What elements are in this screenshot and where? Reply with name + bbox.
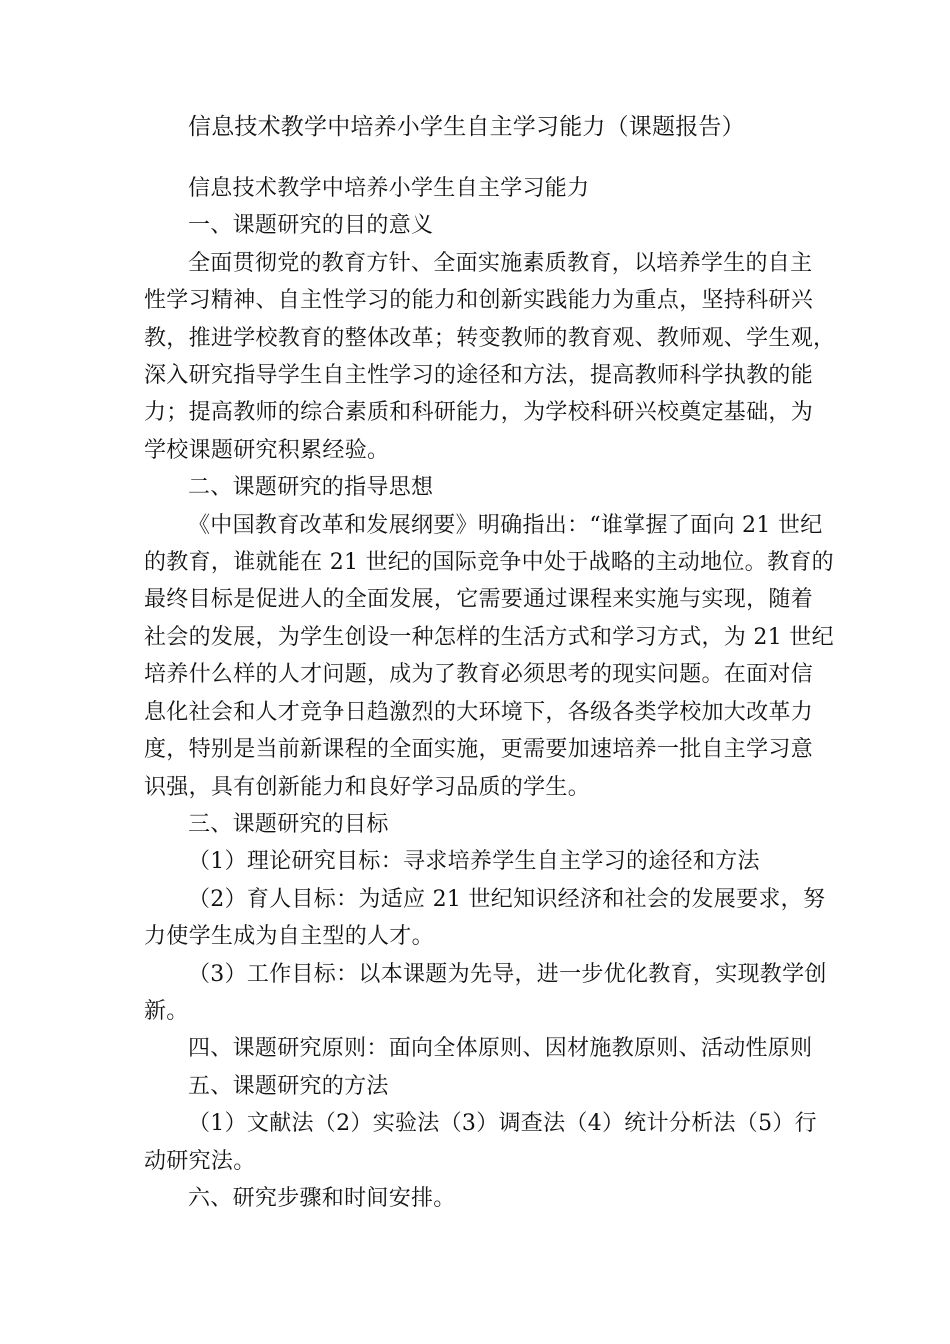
text-line: 四、课题研究原则：面向全体原则、因材施教原则、活动性原则 [188,1036,813,1062]
text-line: 社会的发展，为学生创设一种怎样的生活方式和学习方式，为 21 世纪 [144,624,834,650]
text-line: 六、研究步骤和时间安排。 [188,1185,456,1211]
text-line: 最终目标是促进人的全面发展，它需要通过课程来实施与实现，随着 [144,587,814,613]
text-line: （2）育人目标：为适应 21 世纪知识经济和社会的发展要求，努 [188,886,826,912]
text-line: （1）理论研究目标：寻求培养学生自主学习的途径和方法 [188,849,760,875]
text-line: 度，特别是当前新课程的全面实施，更需要加速培养一批自主学习意 [144,737,814,763]
text-line: 性学习精神、自主性学习的能力和创新实践能力为重点，坚持科研兴 [144,288,814,314]
text-line: 力使学生成为自主型的人才。 [144,924,434,950]
document-body [144,170,836,1217]
text-line: 新。 [144,998,189,1024]
text-line: 五、课题研究的方法 [188,1073,389,1099]
text-line: 息化社会和人才竞争日趋激烈的大环境下，各级各类学校加大改革力 [144,699,814,725]
text-line: 一、课题研究的目的意义 [188,213,434,239]
text-line: 三、课题研究的目标 [188,811,389,837]
text-line: 培养什么样的人才问题，成为了教育必须思考的现实问题。在面对信 [144,662,814,688]
text-line: （1）文献法（2）实验法（3）调查法（4）统计分析法（5）行 [188,1111,817,1137]
text-line: 动研究法。 [144,1148,256,1174]
text-line: 《中国教育改革和发展纲要》明确指出：“谁掌握了面向 21 世纪 [188,512,823,538]
text-line: 深入研究指导学生自主性学习的途径和方法，提高教师科学执教的能 [144,363,814,389]
text-line: 力；提高教师的综合素质和科研能力，为学校科研兴校奠定基础，为 [144,400,814,426]
text-line: 的教育，谁就能在 21 世纪的国际竞争中处于战略的主动地位。教育的 [144,550,834,576]
text-line: 识强，具有创新能力和良好学习品质的学生。 [144,774,591,800]
document-title: 信息技术教学中培养小学生自主学习能力（课题报告） [188,114,745,140]
text-line: （3）工作目标：以本课题为先导，进一步优化教育，实现教学创 [188,961,827,987]
text-line: 教，推进学校教育的整体改革；转变教师的教育观、教师观、学生观， [144,325,836,351]
text-line: 全面贯彻党的教育方针、全面实施素质教育，以培养学生的自主 [188,250,813,276]
text-line: 二、课题研究的指导思想 [188,475,434,501]
text-line: 信息技术教学中培养小学生自主学习能力 [188,176,590,201]
text-line: 学校课题研究积累经验。 [144,437,390,463]
